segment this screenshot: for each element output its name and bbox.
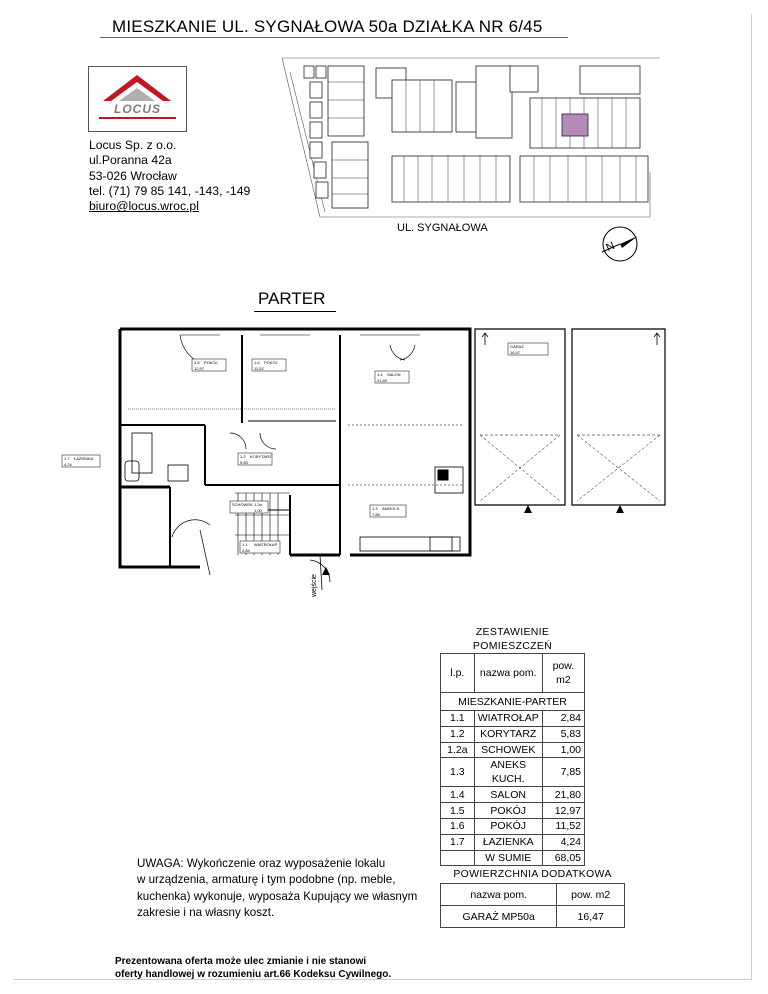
plan-room-label: POKÓJ bbox=[264, 360, 278, 365]
note-line: kuchenka) wykonuje, wyposaża Kupujący we własnym bbox=[137, 889, 418, 903]
plan-room-area: 7,85 bbox=[372, 512, 380, 517]
table-row: 1.4 SALON 21,80 bbox=[441, 787, 585, 803]
disclaimer-line: Prezentowana oferta może ulec zmianie i nie stanowi bbox=[115, 956, 367, 967]
street-label: UL. SYGNAŁOWA bbox=[397, 222, 488, 234]
plan-room-label: KORYTARZ bbox=[250, 454, 272, 459]
plan-room-label: 1.2a bbox=[254, 502, 262, 507]
rooms-table bbox=[440, 625, 585, 866]
table-row: 1.5 POKÓJ 12,97 bbox=[441, 803, 585, 819]
plan-room-area: 5,83 bbox=[240, 460, 248, 465]
plan-room-area: 4,24 bbox=[64, 462, 72, 467]
floor-label: PARTER bbox=[258, 289, 326, 308]
extra-area-table bbox=[440, 865, 625, 928]
company-phone: tel. (71) 79 85 141, -143, -149 bbox=[89, 183, 251, 198]
plan-room-label: 1.2 bbox=[240, 454, 246, 459]
plan-room-label: 1.7 bbox=[64, 456, 70, 461]
table-row: 1.3 ANEKS KUCH. 7,85 bbox=[441, 758, 585, 787]
section-row: MIESZKANIE-PARTER bbox=[441, 693, 585, 711]
note-line: w urządzenia, armaturę i tym podobne (np. meble, bbox=[137, 873, 396, 887]
roof-icon bbox=[89, 67, 186, 131]
entrance-label: wejście bbox=[311, 574, 318, 597]
apartment-highlight bbox=[562, 114, 588, 136]
site-plan bbox=[280, 52, 660, 232]
col-header-name: nazwa pom. bbox=[474, 654, 542, 693]
note-line: UWAGA: Wykończenie oraz wyposażenie lokalu bbox=[137, 857, 386, 870]
table-row: 1.1 WIATROŁAP 2,84 bbox=[441, 711, 585, 727]
table-row: GARAŻ MP50a 16,47 bbox=[441, 906, 625, 928]
plan-room-area: 11,52 bbox=[254, 366, 264, 371]
plan-room-area: 16,47 bbox=[510, 350, 521, 355]
plan-room-label: 1.3 bbox=[372, 506, 378, 511]
floor-plan bbox=[60, 305, 680, 605]
plan-room-label: ANEKS K. bbox=[382, 506, 401, 511]
extra-table-caption: POWIERZCHNIA DODATKOWA bbox=[441, 865, 625, 884]
table-row: 1.2a SCHOWEK 1,00 bbox=[441, 742, 585, 758]
plan-room-label: 1.1 bbox=[242, 542, 248, 547]
plan-room-label: SCHOWEK bbox=[232, 502, 253, 507]
title-underline bbox=[100, 37, 568, 38]
company-email[interactable]: biuro@locus.wroc.pl bbox=[89, 199, 199, 214]
locus-logo bbox=[88, 66, 187, 132]
company-street: ul.Poranna 42a bbox=[89, 153, 172, 168]
company-name: Locus Sp. z o.o. bbox=[89, 138, 177, 152]
plan-room-label: SALON bbox=[387, 372, 401, 377]
plan-room-area: 12,97 bbox=[194, 366, 205, 371]
logo-text: LOCUS bbox=[114, 102, 161, 116]
north-label: N bbox=[604, 239, 617, 255]
offer-disclaimer bbox=[115, 955, 391, 981]
plan-room-label: 1.5 bbox=[194, 360, 200, 365]
plan-room-label: GARAŻ bbox=[510, 344, 524, 349]
plan-room-label: POKÓJ bbox=[204, 360, 218, 365]
col-header-area: pow. m2 bbox=[542, 654, 584, 693]
table-row: 1.6 POKÓJ 11,52 bbox=[441, 818, 585, 834]
plan-room-label: WIATROŁAP bbox=[254, 542, 278, 547]
extra-col-header-name: nazwa pom. bbox=[441, 884, 557, 906]
company-city: 53-026 Wrocław bbox=[89, 168, 177, 183]
extra-col-header-area: pow. m2 bbox=[557, 884, 625, 906]
rooms-table-caption: ZESTAWIENIE POMIESZCZEŃ bbox=[441, 625, 585, 654]
finishing-note bbox=[137, 856, 417, 922]
plan-room-area: 1,00 bbox=[254, 508, 262, 513]
plan-room-area: 21,80 bbox=[377, 378, 388, 383]
table-row: 1.2 KORYTARZ 5,83 bbox=[441, 726, 585, 742]
page-title: MIESZKANIE UL. SYGNAŁOWA 50a DZIAŁKA NR 6/45 bbox=[112, 17, 543, 36]
plan-room-label: ŁAZIENKA bbox=[74, 456, 94, 461]
plan-room-label: 1.6 bbox=[254, 360, 260, 365]
north-arrow-icon bbox=[598, 222, 642, 266]
plan-room-label: 1.4 bbox=[377, 372, 383, 377]
disclaimer-line: oferty handlowej w rozumieniu art.66 Kodeksu Cywilnego. bbox=[115, 969, 392, 980]
note-line: zakresie i na własny koszt. bbox=[137, 906, 275, 920]
plan-room-area: 2,84 bbox=[242, 548, 250, 553]
col-header-lp: l.p. bbox=[441, 654, 475, 693]
table-row: 1.7 ŁAZIENKA 4,24 bbox=[441, 834, 585, 850]
contact-block bbox=[89, 138, 250, 214]
total-row: W SUMIE 68,05 bbox=[441, 850, 585, 866]
